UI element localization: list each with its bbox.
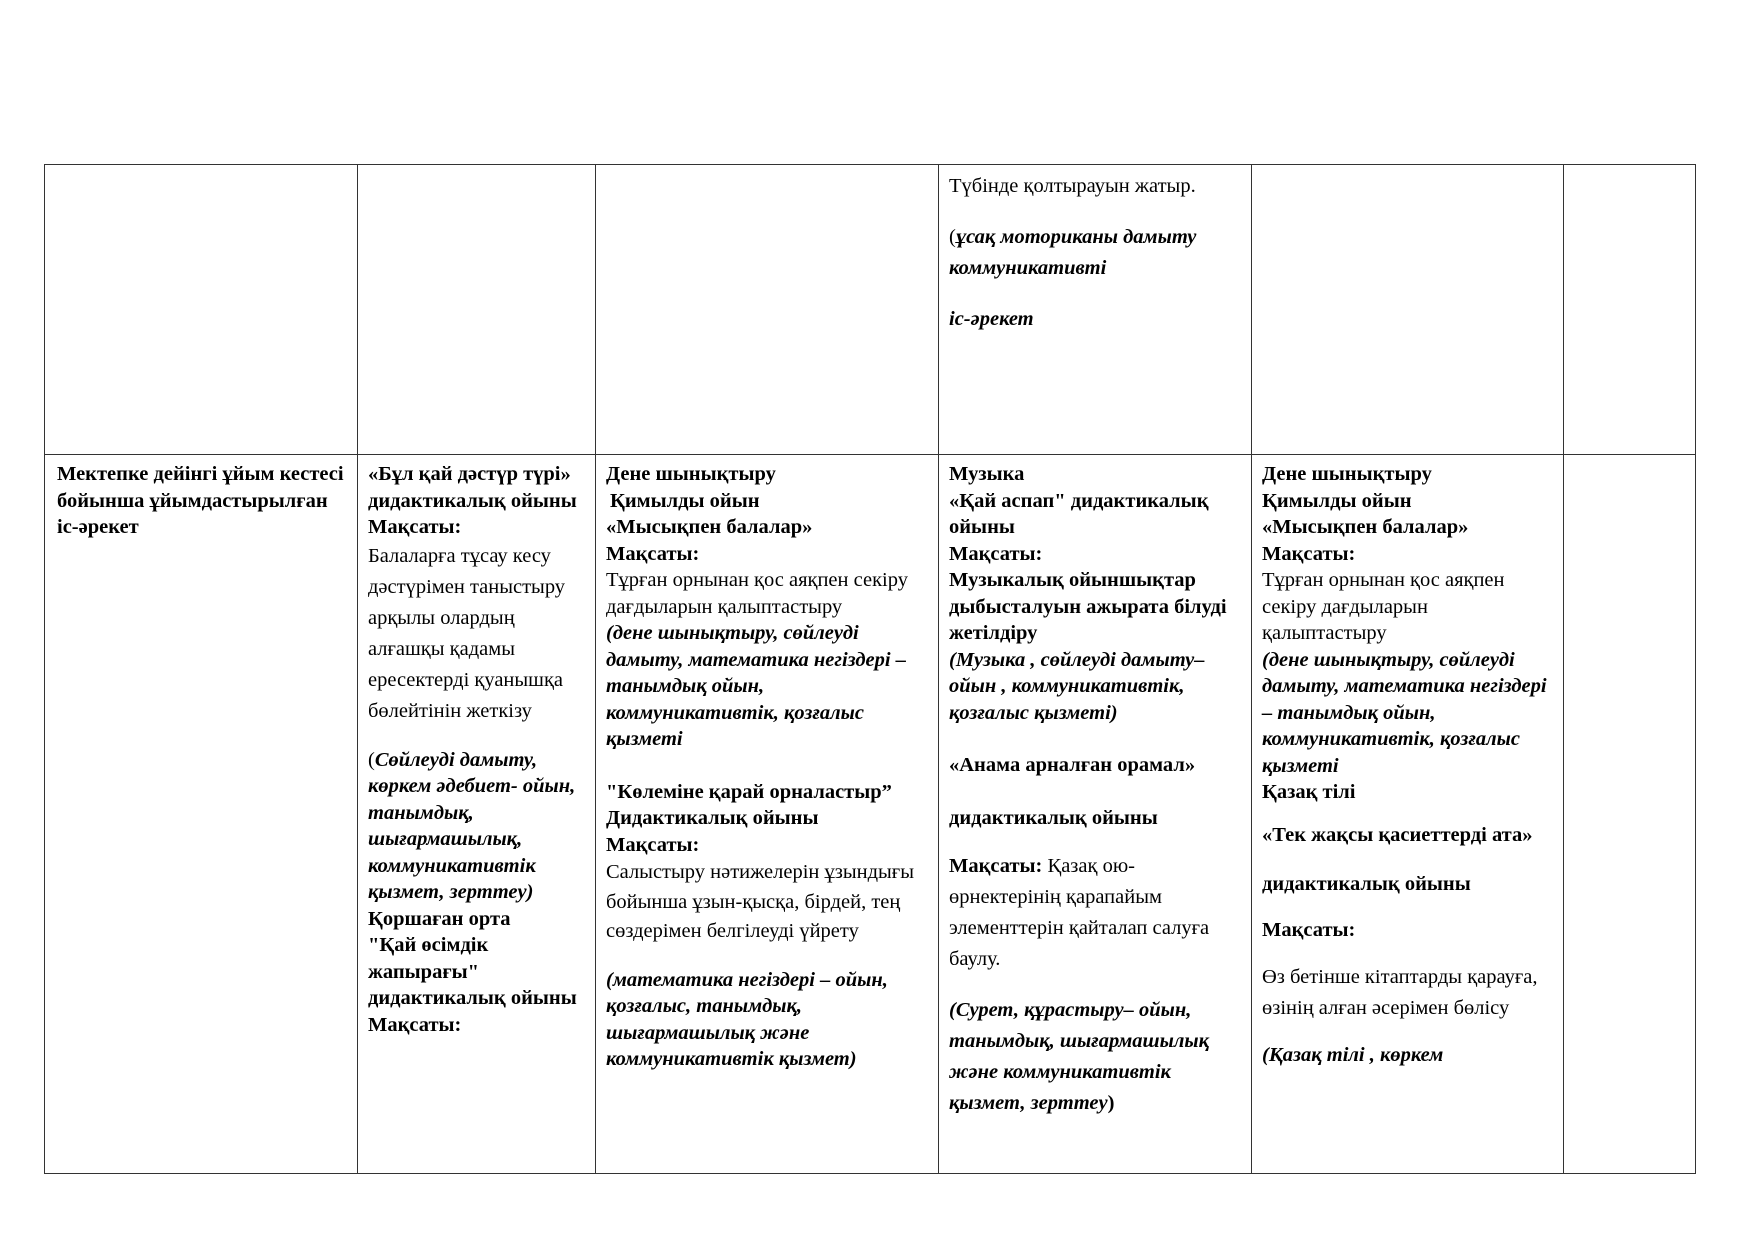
table-cell [1252, 455, 1564, 1174]
table-cell [596, 165, 939, 455]
activity-label-cell [45, 455, 358, 1174]
areas-text: (Қазақ тілі , көркем [1262, 1043, 1444, 1066]
goal-text: Балаларға тұсау кесу дәстүрімен таныстыру арқылы олардың алғашқы қадамы ересектерді қуанышқа бөлейтінін жеткізу [368, 544, 566, 722]
areas-text: (Сурет, құрастыру– ойын, танымдық, шығармашылық және коммуникативтік қызмет, зерттеу) [949, 999, 1209, 1114]
game-title: «Анама арналған орамал» [949, 754, 1196, 776]
areas-text: (Музыка , сөйлеуді дамыту– ойын , коммуникативтік, қозғалыс қызметі) [949, 648, 1205, 724]
game-title: "Қай өсімдік жапырағы" дидактикалық ойыны [368, 934, 577, 1009]
table-cell [45, 165, 358, 455]
game-title: «Мысықпен балалар» [1262, 516, 1469, 538]
table-row [45, 455, 1696, 1174]
game-title: "Көлеміне қарай орналастыр” [606, 780, 892, 803]
goal-text: Музыкалық ойыншықтар дыбысталуын ажырата білуді жетілдіру [949, 569, 1227, 644]
game-title: «Тек жақсы қасиеттерді ата» [1262, 823, 1533, 846]
table-cell [939, 455, 1252, 1174]
cell-note: (ұсақ моториканы дамыту коммуникативті [949, 226, 1197, 279]
table-cell [1564, 165, 1696, 455]
game-type: Қимылды ойын [610, 489, 760, 512]
areas-text: (математика негіздері – ойын, қозғалыс, танымдық, шығармашылық және коммуникативтік қызмет) [606, 968, 888, 1070]
goal-text: Мақсаты: Қазақ ою-өрнектерінің қарапайым элементтерін қайталап салуға баулу. [949, 855, 1210, 970]
goal-label: Мақсаты: [1262, 542, 1356, 565]
row-label: Мектепке дейінгі ұйым кестесі бойынша ұйымдастырылған іс-әрекет [57, 463, 344, 538]
game-type: Қимылды ойын [1262, 489, 1412, 512]
game-title: «Бұл қай дәстүр түрі» дидактикалық ойыны [368, 463, 577, 512]
table-cell [358, 165, 596, 455]
goal-text: Тұрған орнынан қос аяқпен секіру дағдыларын қалыптастыру [606, 569, 908, 618]
goal-label: Мақсаты: [606, 542, 700, 565]
areas-text: (дене шынықтыру, сөйлеуді дамыту, математика негіздері – танымдық ойын, коммуникативтік, қозғалыс қызметі [606, 622, 906, 750]
table-cell [1564, 455, 1696, 1174]
goal-label: Мақсаты: [1262, 919, 1356, 941]
areas-text: (Сөйлеуді дамыту, көркем әдебиет- ойын, танымдық, шығармашылық, коммуникативтік қызмет, зерттеу) [368, 748, 576, 903]
goal-text: Салыстыру нәтижелерін ұзындығы бойынша ұзын-қысқа, бірдей, тең сөздерімен белгілеуді үйрету [606, 861, 914, 942]
subject-title: Қазақ тілі [1262, 781, 1356, 803]
game-type: Дидактикалық ойыны [606, 807, 819, 829]
table-cell [939, 165, 1252, 455]
goal-label: Мақсаты: [368, 1013, 462, 1036]
goal-label: Мақсаты: [606, 833, 700, 856]
plan-table [44, 164, 1696, 1174]
subject-title: Музыка [949, 463, 1025, 485]
subject-title: Дене шынықтыру [606, 463, 776, 485]
cell-text: Түбінде қолтырауын жатыр. [949, 175, 1196, 197]
subject-title: Дене шынықтыру [1262, 463, 1432, 485]
areas-text: (дене шынықтыру, сөйлеуді дамыту, математика негіздері – танымдық ойын, коммуникативтік, қозғалыс қызметі [1262, 648, 1547, 777]
table-cell [1252, 165, 1564, 455]
game-title: «Мысықпен балалар» [606, 516, 813, 538]
table-cell [358, 455, 596, 1174]
game-type: дидактикалық ойыны [1262, 872, 1471, 895]
goal-label: Мақсаты: [368, 516, 462, 538]
goal-text: Тұрған орнынан қос аяқпен секіру дағдыларын қалыптастыру [1262, 569, 1505, 644]
table-row [45, 165, 1696, 455]
game-title: «Қай аспап" дидактикалық ойыны [949, 489, 1209, 538]
goal-text: Өз бетінше кітаптарды қарауға, өзінің алған әсерімен бөлісу [1262, 965, 1538, 1019]
game-type: дидактикалық ойыны [949, 806, 1158, 829]
section-title: Қоршаған орта [368, 907, 511, 930]
cell-note-line: іс-әрекет [949, 308, 1034, 330]
goal-label: Мақсаты: [949, 542, 1043, 565]
table-cell [596, 455, 939, 1174]
